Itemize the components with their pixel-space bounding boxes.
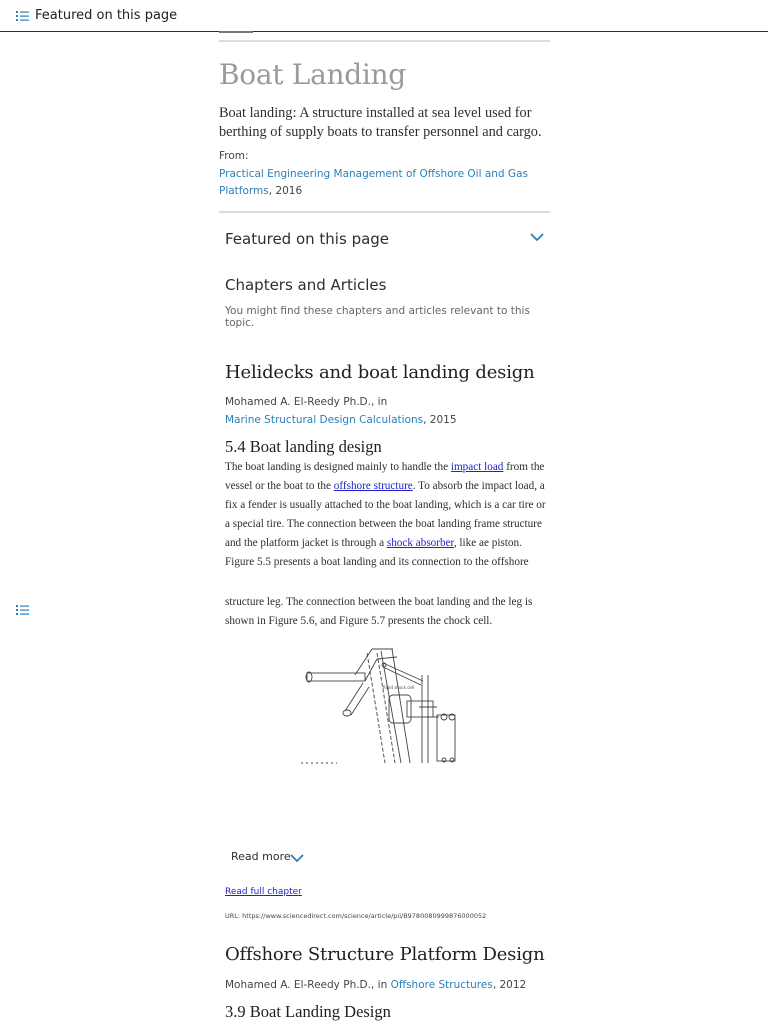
boat-landing-figure bbox=[297, 645, 467, 765]
clipped-element bbox=[219, 24, 253, 34]
article-author: Mohamed A. El-Reedy Ph.D., in bbox=[225, 396, 388, 408]
book-year: , 2012 bbox=[492, 979, 527, 991]
article-subhead: 3.9 Boat Landing Design bbox=[225, 1002, 391, 1021]
list-icon bbox=[16, 10, 29, 22]
featured-topbar[interactable] bbox=[0, 0, 768, 32]
divider bbox=[219, 211, 550, 213]
section-subtitle: You might find these chapters and articles relevant to this topic. bbox=[225, 305, 530, 329]
shock-absorber-link[interactable]: shock absorber bbox=[386, 537, 454, 549]
section-title: Chapters and Articles bbox=[225, 276, 387, 294]
article-subhead: 5.4 Boat landing design bbox=[225, 437, 382, 456]
featured-toggle[interactable] bbox=[225, 229, 550, 251]
article-url: URL: https://www.sciencedirect.com/science/article/pii/B9780080999876000052 bbox=[225, 912, 487, 920]
source-year: , 2016 bbox=[268, 185, 303, 197]
divider bbox=[219, 40, 550, 42]
figure-label: Rigid shock cell bbox=[383, 685, 415, 690]
topic-definition: Boat landing: A structure installed at sea level used for berthing of supply boats to transfer personnel and cargo. bbox=[219, 105, 542, 140]
impact-load-link[interactable]: impact load bbox=[450, 461, 504, 473]
chevron-down-icon[interactable] bbox=[290, 854, 304, 863]
chevron-down-icon[interactable] bbox=[530, 232, 544, 242]
source-reference bbox=[219, 166, 539, 200]
article-title[interactable]: Helidecks and boat landing design bbox=[225, 362, 535, 383]
article-author: Mohamed A. El-Reedy Ph.D., in bbox=[225, 979, 391, 991]
article-title[interactable]: Offshore Structure Platform Design bbox=[225, 944, 545, 965]
read-more-button[interactable]: Read more bbox=[231, 850, 291, 863]
article-paragraph-2: structure leg. The connection between the boat landing and the leg is shown in Figure 5.6, and Figure 5.7 presents the chock cell. bbox=[225, 596, 533, 627]
book-link[interactable]: Marine Structural Design Calculations bbox=[225, 414, 424, 426]
article-source bbox=[225, 977, 526, 994]
page-title: Boat Landing bbox=[219, 58, 406, 91]
book-link[interactable]: Offshore Structures bbox=[390, 979, 493, 991]
from-label: From: bbox=[219, 150, 249, 162]
source-book-link[interactable]: Practical Engineering Management of Offshore Oil and Gas Platforms bbox=[219, 168, 528, 197]
article-source bbox=[225, 412, 457, 429]
article-paragraph: The boat landing is designed mainly to handle the impact load from the vessel or the boat to the offshore structure. To absorb the impact load, a fix a fender is usually attached to the boat landing, which is a car tire or a special tire. The connection between the boat landing frame structure and the platform jacket is through a shock absorber, like ae piston. Figure 5.5 presents a boat landing and its connection to the offshore bbox=[225, 461, 546, 568]
topbar-label: Featured on this page bbox=[35, 8, 178, 23]
featured-label: Featured on this page bbox=[225, 230, 390, 248]
list-icon[interactable] bbox=[16, 604, 29, 616]
book-year: , 2015 bbox=[423, 414, 457, 426]
read-full-chapter-link[interactable]: Read full chapter bbox=[225, 887, 302, 897]
offshore-structure-link[interactable]: offshore structure bbox=[333, 480, 413, 492]
